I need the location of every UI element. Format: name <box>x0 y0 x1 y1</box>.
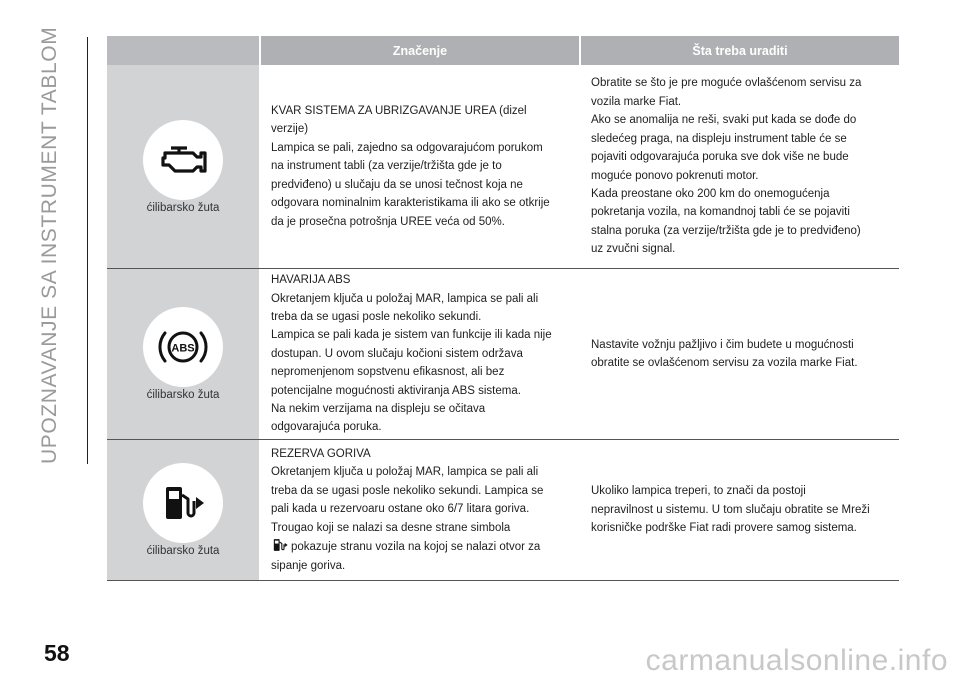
icon-cell <box>107 269 259 439</box>
text-line: da je prosečna potrošnja UREE veća od 50%. <box>271 215 505 228</box>
text-line-with-icon <box>271 537 543 556</box>
text-line: Kada preostane oko 200 km do onemogućenja <box>591 187 830 200</box>
text-line: treba da se ugasi posle nekoliko sekundi. <box>271 310 482 323</box>
header-blank-cell <box>107 36 259 65</box>
table-row <box>107 65 899 269</box>
engine-check-icon <box>143 120 223 200</box>
text-line: uz zvučni signal. <box>591 243 676 256</box>
text-line: stalna poruka (za verzije/tržišta gde je to predviđeno) <box>591 224 861 237</box>
side-section-title: UPOZNAVANJE SA INSTRUMENT TABLOM <box>38 26 61 464</box>
text-line: vozila marke Fiat. <box>591 95 682 108</box>
meaning-cell <box>259 440 577 580</box>
icon-color-label: ćilibarsko žuta <box>146 389 220 401</box>
table-row <box>107 440 899 581</box>
text-line: potencijalne mogućnosti aktiviranja ABS sistema. <box>271 384 521 397</box>
text-line: Ukoliko lampica treperi, to znači da postoji <box>591 485 806 498</box>
page-number: 58 <box>44 640 70 666</box>
text-line: HAVARIJA ABS <box>271 274 351 287</box>
side-divider <box>87 37 88 464</box>
footer-watermark: carmanualsonline.info <box>645 644 948 677</box>
text-fragment: pokazuje stranu vozila na kojoj se nalazi otvor za <box>291 541 541 554</box>
text-line: odgovarajuća poruka. <box>271 421 382 434</box>
abs-icon-text: ABS <box>171 342 195 355</box>
text-line: treba da se ugasi posle nekoliko sekundi. Lampica se <box>271 484 544 497</box>
fuel-reserve-icon <box>143 463 223 543</box>
text-line: nepravilnost u sistemu. U tom slučaju obratite se Mreži <box>591 503 870 516</box>
table-header <box>107 36 899 65</box>
text-line: sipanje goriva. <box>271 559 346 572</box>
text-line: korisničke podrške Fiat radi provere samog sistema. <box>591 522 857 535</box>
what-to-do-cell <box>577 65 895 268</box>
text-line: Na nekim verzijama na displeju se očitava <box>271 403 486 416</box>
what-to-do-cell <box>577 269 895 439</box>
text-line: Lampica se pali kada je sistem van funkcije ili kada nije <box>271 329 552 342</box>
text-line: moguće ponovo pokrenuti motor. <box>591 169 759 182</box>
warning-lights-table <box>107 36 899 581</box>
text-line: Okretanjem ključa u položaj MAR, lampica se pali ali <box>271 466 539 479</box>
text-line: REZERVA GORIVA <box>271 448 371 461</box>
fuel-reserve-inline-icon <box>271 537 289 553</box>
text-line: Trougao koji se nalazi sa desne strane simbola <box>271 521 511 534</box>
text-line: Lampica se pali, zajedno sa odgovarajućom porukom <box>271 141 543 154</box>
icon-color-label: ćilibarsko žuta <box>146 545 220 557</box>
text-line: pokretanja vozila, na komandnoj tabli će se pojaviti <box>591 206 850 219</box>
text-line: Okretanjem ključa u položaj MAR, lampica se pali ali <box>271 292 539 305</box>
text-line: nepromenjenom sopstvenu efikasnost, ali bez <box>271 366 505 379</box>
table-row <box>107 269 899 440</box>
header-what-to-do: Šta treba uraditi <box>581 36 899 65</box>
text-line: pali kada u rezervoaru ostane oko 6/7 litara goriva. <box>271 503 530 516</box>
abs-warning-icon <box>143 307 223 387</box>
meaning-cell <box>259 269 577 439</box>
icon-cell <box>107 440 259 580</box>
what-to-do-cell <box>577 440 895 580</box>
text-line: na instrument tabli (za verzije/tržišta gde je to <box>271 160 502 173</box>
text-line: verzije) <box>271 123 309 136</box>
text-line: Ako se anomalija ne reši, svaki put kada se dođe do <box>591 114 857 127</box>
text-line: dostupan. U ovom slučaju kočioni sistem održava <box>271 347 523 360</box>
text-line: Obratite se što je pre moguće ovlašćenom servisu za <box>591 77 862 90</box>
text-line: obratite se ovlašćenom servisu za vozila marke Fiat. <box>591 357 858 369</box>
meaning-cell <box>259 65 577 268</box>
icon-color-label: ćilibarsko žuta <box>146 201 220 214</box>
icon-cell <box>107 65 259 268</box>
text-line: odgovara nominalnim karakteristikama ili ako se otkrije <box>271 197 550 210</box>
text-line: pojaviti odgovarajuća poruka sve dok više ne bude <box>591 151 849 164</box>
text-line: Nastavite vožnju pažljivo i čim budete u mogućnosti <box>591 338 854 351</box>
text-line: sledećeg praga, na displeju instrument table će se <box>591 132 847 145</box>
text-line: predviđeno) u slučaju da se unosi tečnost koja ne <box>271 178 523 191</box>
header-meaning: Značenje <box>261 36 579 65</box>
text-line: KVAR SISTEMA ZA UBRIZGAVANJE UREA (dizel <box>271 105 527 118</box>
